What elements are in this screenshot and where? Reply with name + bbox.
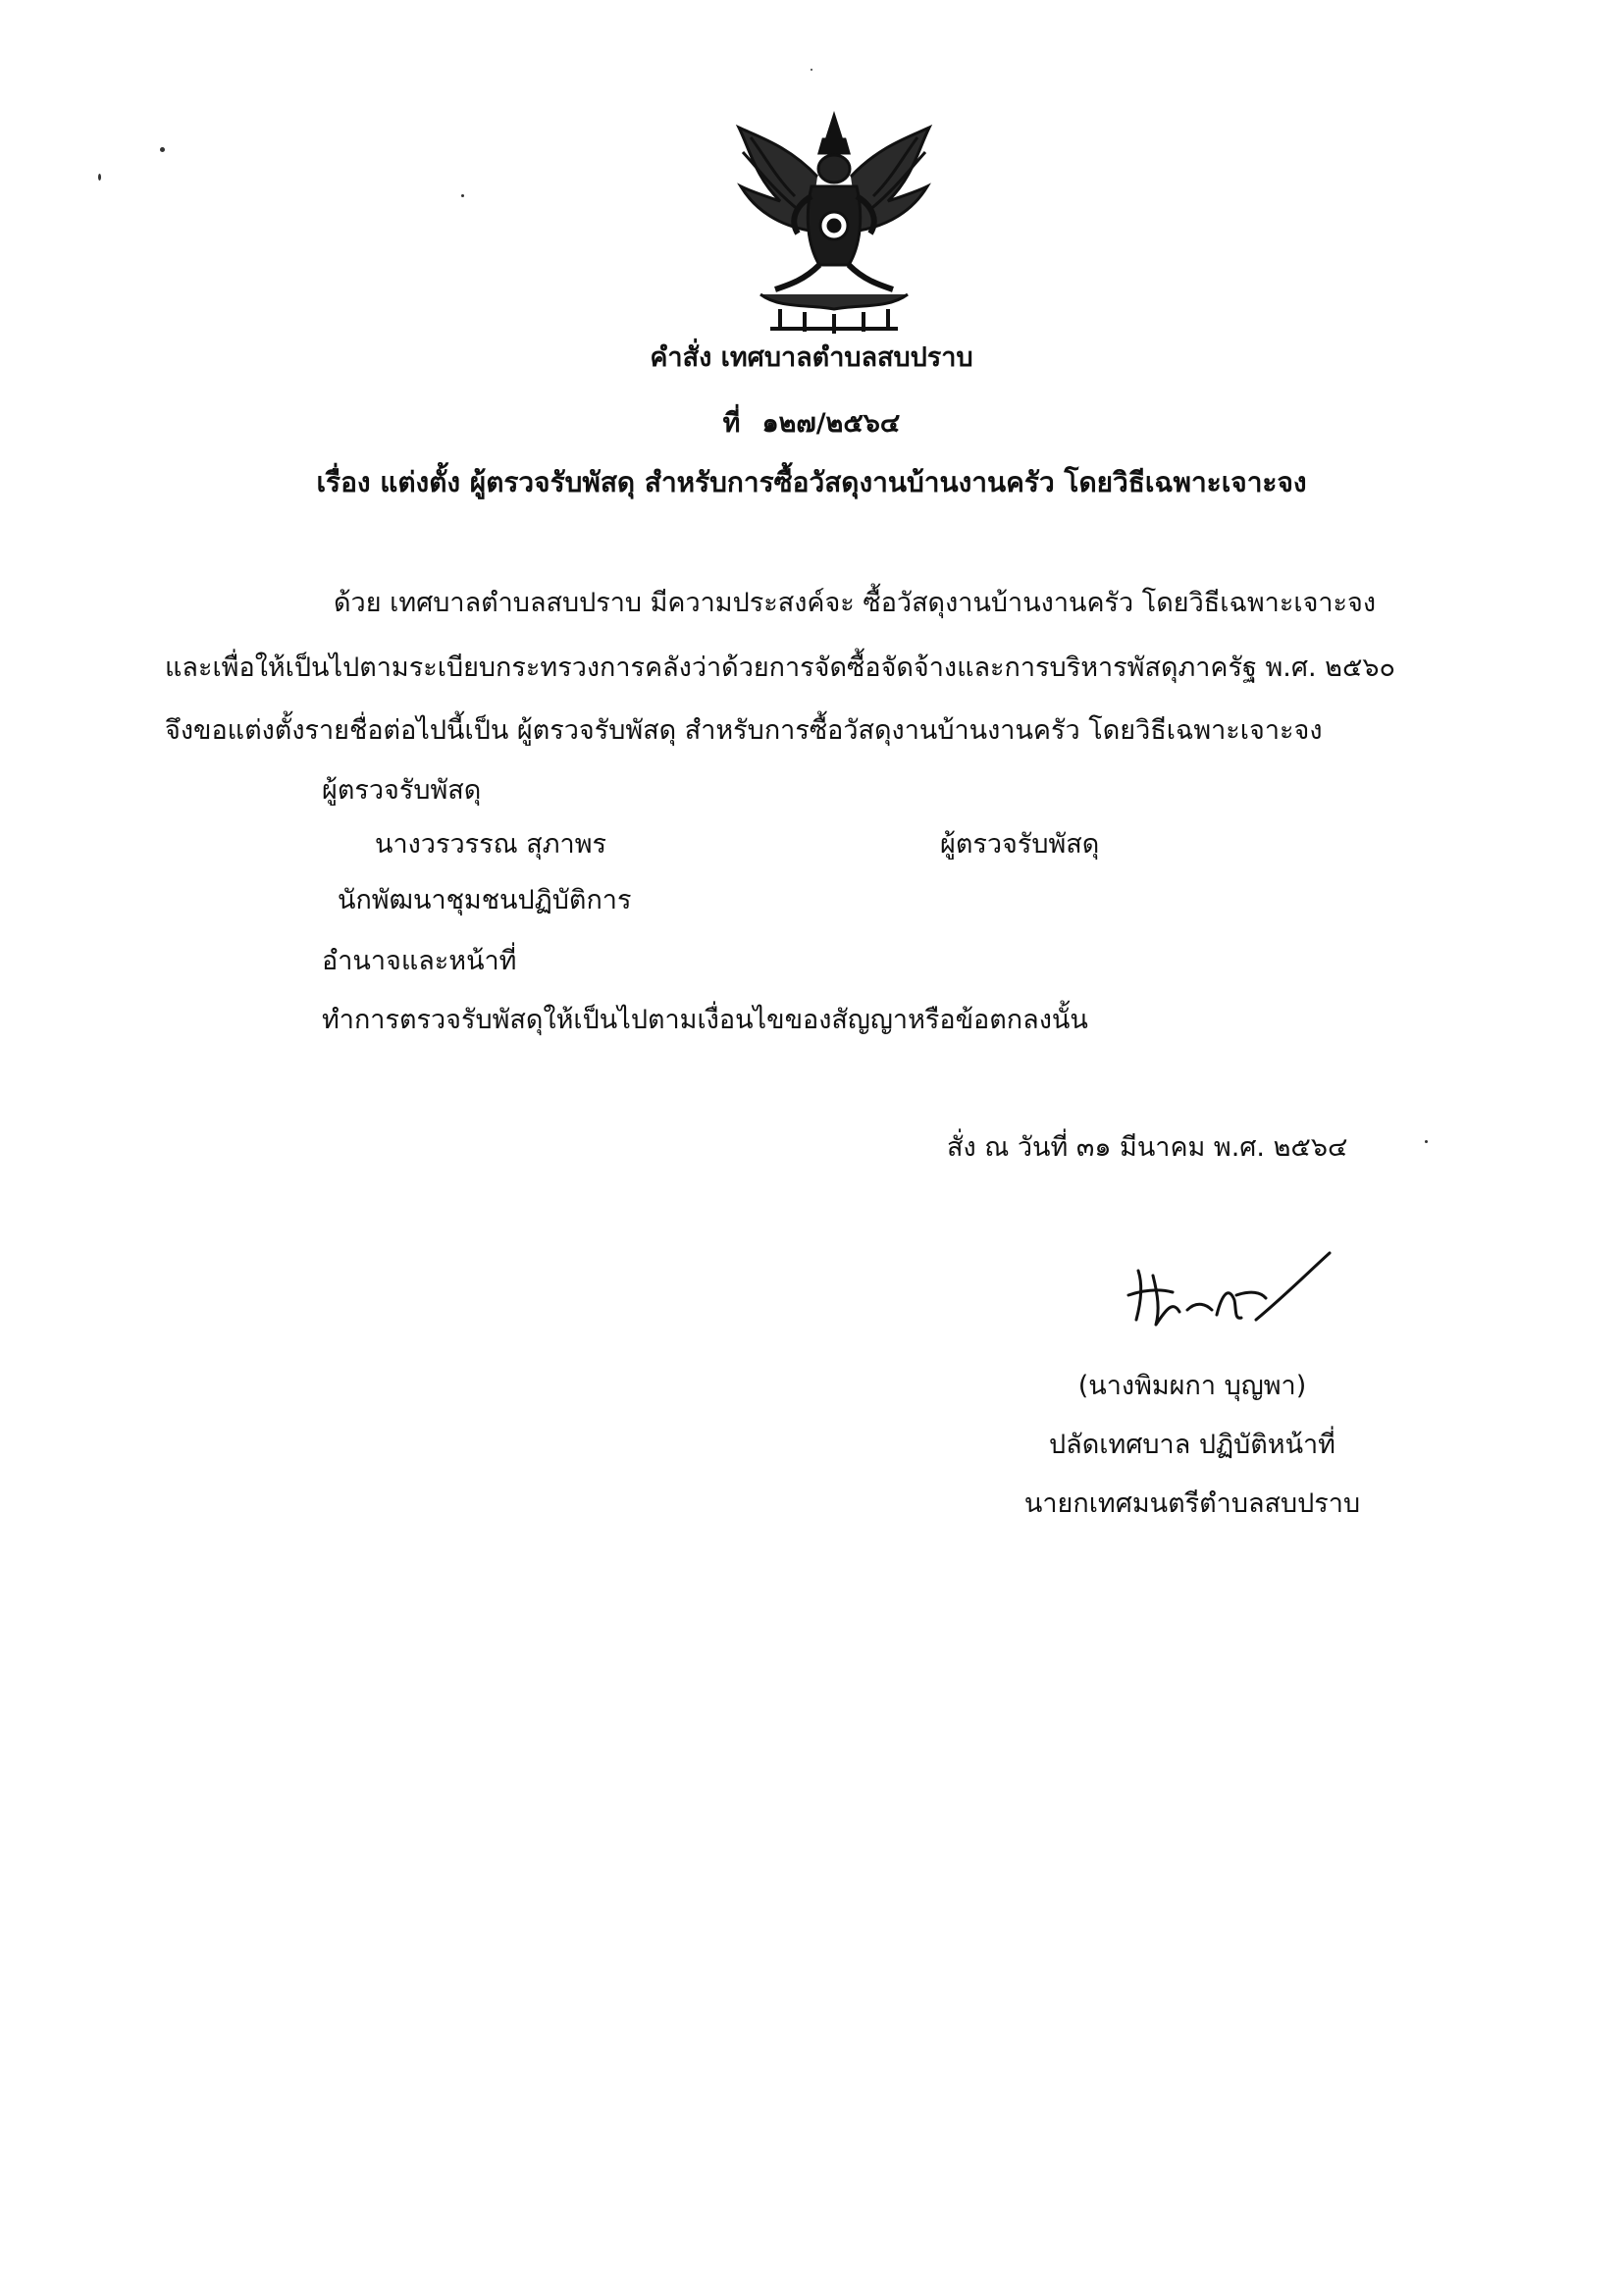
duty-text: ทำการตรวจรับพัสดุให้เป็นไปตามเงื่อนไขของสัญญาหรือข้อตกลงนั้น	[322, 1005, 1088, 1035]
issuer-line: คำสั่ง เทศบาลตำบลสบปราบ	[650, 342, 973, 373]
paragraph-line-2: และเพื่อให้เป็นไปตามระเบียบกระทรวงการคลังว่าด้วยการจัดซื้อจัดจ้างและการบริหารพัสดุภาครัฐ พ.ศ. ๒๕๖๐	[165, 652, 1396, 683]
order-subject: เรื่อง แต่งตั้ง ผู้ตรวจรับพัสดุ สำหรับการซื้อวัสดุงานบ้านงานครัว โดยวิธีเฉพาะเจาะจง	[316, 466, 1307, 498]
garuda-emblem-icon	[721, 108, 947, 339]
order-number	[0, 401, 1623, 444]
handwritten-signature	[1119, 1241, 1335, 1339]
scan-speck	[98, 174, 101, 181]
paragraph-line-1: ด้วย เทศบาลตำบลสบปราบ มีความประสงค์จะ ซื้อวัสดุงานบ้านงานครัว โดยวิธีเฉพาะเจาะจง	[334, 588, 1377, 618]
signer-name: (นางพิมผกา บุญพา)	[1077, 1371, 1307, 1401]
scan-speck	[811, 69, 812, 71]
scan-speck	[461, 194, 464, 197]
scan-speck	[1425, 1140, 1428, 1143]
order-number-value: ๑๒๗/๒๕๖๔	[761, 408, 901, 439]
member-role: ผู้ตรวจรับพัสดุ	[940, 829, 1100, 860]
signer-position-2: นายกเทศมนตรีตำบลสบปราบ	[1023, 1488, 1361, 1519]
member-name: นางวรวรรณ สุภาพร	[375, 829, 606, 860]
duty-heading: อำนาจและหน้าที่	[322, 946, 517, 976]
role-heading: ผู้ตรวจรับพัสดุ	[322, 775, 482, 806]
order-number-label: ที่	[722, 408, 741, 439]
signer-position-1: ปลัดเทศบาล ปฏิบัติหน้าที่	[1049, 1430, 1335, 1460]
paragraph-line-3: จึงขอแต่งตั้งรายชื่อต่อไปนี้เป็น ผู้ตรวจรับพัสดุ สำหรับการซื้อวัสดุงานบ้านงานครัว โดยวิธีเฉพาะเจาะจง	[165, 715, 1323, 746]
order-date: สั่ง ณ วันที่ ๓๑ มีนาคม พ.ศ. ๒๕๖๔	[947, 1132, 1348, 1163]
scan-speck	[160, 147, 165, 152]
member-position: นักพัฒนาชุมชนปฏิบัติการ	[338, 885, 632, 915]
